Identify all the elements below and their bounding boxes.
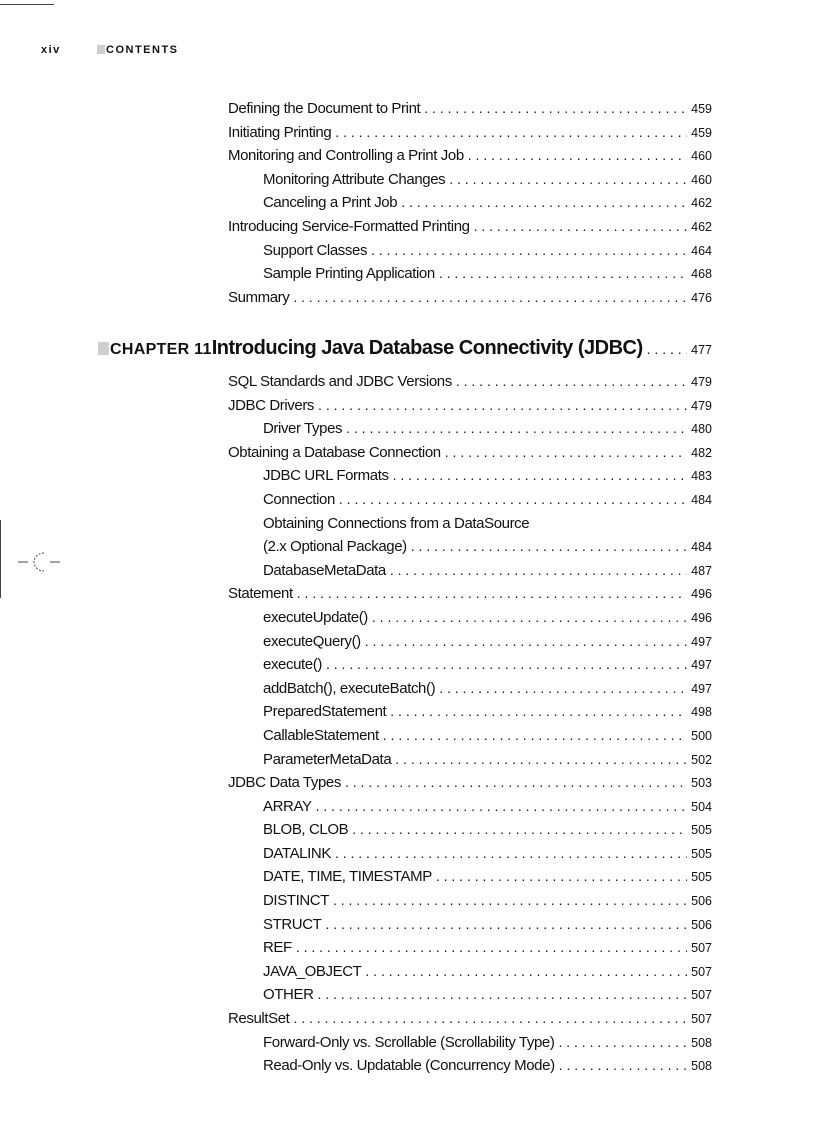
leader-dots — [297, 585, 687, 601]
toc-entry-title: Support Classes — [263, 241, 368, 259]
toc-entry-page: 500 — [691, 728, 712, 743]
toc-entry — [228, 633, 712, 657]
toc-entry-page: 479 — [691, 398, 712, 413]
toc-entry — [228, 218, 712, 242]
toc-entry — [228, 1057, 712, 1081]
toc-entry — [228, 373, 712, 397]
toc-entry-page: 460 — [691, 149, 712, 164]
toc-list-before — [228, 100, 712, 312]
toc-entry-title: Canceling a Print Job — [263, 194, 398, 212]
toc-entry-page: 507 — [691, 988, 712, 1003]
toc-entry — [228, 703, 712, 727]
toc-entry-page: 506 — [691, 917, 712, 932]
crop-mark-top — [0, 4, 54, 5]
toc-entry-title: Introducing Service-Formatted Printing — [228, 217, 470, 235]
toc-entry-page: 508 — [691, 1059, 712, 1074]
toc-entry-page: 497 — [691, 681, 712, 696]
toc-entry-title: Obtaining Connections from a DataSource — [263, 514, 530, 532]
toc-entry-page: 484 — [691, 540, 712, 555]
leader-dots — [558, 1034, 687, 1050]
toc-entry-title: ParameterMetaData — [263, 750, 392, 768]
toc-entry-title: ARRAY — [263, 797, 312, 815]
toc-entry — [228, 916, 712, 940]
toc-entry-title: Statement — [228, 585, 293, 603]
leader-dots — [436, 868, 687, 884]
toc-entry-title: DatabaseMetaData — [263, 561, 386, 579]
toc-entry — [228, 147, 712, 171]
toc-entry-title: Read-Only vs. Updatable (Concurrency Mode) — [263, 1057, 555, 1075]
toc-entry-title: PreparedStatement — [263, 703, 387, 721]
leader-dots — [318, 397, 687, 413]
toc-entry — [228, 798, 712, 822]
toc-entry-page: 483 — [691, 469, 712, 484]
toc-entry-page: 460 — [691, 172, 712, 187]
crop-mark-left — [0, 520, 1, 598]
leader-dots — [424, 100, 687, 116]
leader-dots — [318, 986, 688, 1002]
leader-dots — [559, 1057, 687, 1073]
leader-dots — [468, 147, 687, 163]
chapter-page: 477 — [691, 343, 712, 357]
toc-entry — [228, 124, 712, 148]
leader-dots — [390, 703, 687, 719]
toc-entry-title: OTHER — [263, 986, 314, 1004]
toc-entry — [228, 986, 712, 1010]
toc-entry-title: JDBC URL Formats — [263, 467, 389, 485]
toc-entry-title: JDBC Drivers — [228, 396, 315, 414]
toc-entry — [228, 680, 712, 704]
toc-entry-title-line2: (2.x Optional Package) — [263, 538, 407, 556]
toc-entry — [228, 892, 712, 916]
toc-entry — [228, 467, 712, 491]
leader-dots — [401, 194, 687, 210]
toc-entry-page: 503 — [691, 776, 712, 791]
toc-entry-page: 482 — [691, 445, 712, 460]
leader-dots — [365, 963, 687, 979]
toc-entry-title: executeUpdate() — [263, 608, 368, 626]
leader-dots — [647, 341, 688, 357]
toc-entry — [228, 751, 712, 775]
toc-entry — [228, 242, 712, 266]
toc-entry-title: Driver Types — [263, 420, 343, 438]
chapter-label-text: CHAPTER 11 — [110, 341, 212, 358]
toc-entry-page: 496 — [691, 587, 712, 602]
toc-entry-page: 505 — [691, 823, 712, 838]
toc-entry — [228, 1034, 712, 1058]
chapter-heading — [98, 337, 712, 360]
leader-dots — [333, 892, 687, 908]
toc-entry-page: 507 — [691, 941, 712, 956]
toc-entry — [228, 868, 712, 892]
toc-entry — [228, 774, 712, 798]
toc-entry-title: DATALINK — [263, 844, 331, 862]
toc-entry-title: execute() — [263, 656, 322, 674]
leader-dots — [474, 218, 688, 234]
toc-entry — [228, 265, 712, 289]
toc-entry-page: 508 — [691, 1035, 712, 1050]
registration-mark-icon — [18, 547, 64, 577]
toc-entry-title: Defining the Document to Print — [228, 100, 421, 117]
toc-entry — [228, 491, 712, 515]
toc-entry — [228, 727, 712, 751]
toc-entry-title: Sample Printing Application — [263, 265, 435, 283]
toc-entry-page: 480 — [691, 422, 712, 437]
toc-list-after — [228, 373, 712, 1081]
toc-entry-page: 479 — [691, 375, 712, 389]
toc-entry — [228, 515, 712, 539]
toc-entry-page: 504 — [691, 799, 712, 814]
leader-dots — [326, 656, 687, 672]
leader-dots — [352, 821, 687, 837]
toc-entry-page: 505 — [691, 846, 712, 861]
toc-entry-title: Forward-Only vs. Scrollable (Scrollability Type) — [263, 1033, 555, 1051]
toc-entry-title: DISTINCT — [263, 892, 329, 910]
toc-entry — [228, 845, 712, 869]
toc-entry-page: 487 — [691, 563, 712, 578]
page-number: xiv — [41, 44, 61, 56]
toc-entry-page: 459 — [691, 102, 712, 116]
toc-entry-title: ResultSet — [228, 1010, 290, 1028]
toc-entry — [228, 100, 712, 124]
leader-dots — [371, 242, 687, 258]
toc-entry-title: DATE, TIME, TIMESTAMP — [263, 868, 432, 886]
toc-entry-title: REF — [263, 939, 292, 957]
toc-entry-page: 497 — [691, 658, 712, 673]
leader-dots — [372, 609, 687, 625]
leader-dots — [296, 939, 687, 955]
gray-square-icon — [97, 45, 105, 54]
toc-entry-title: executeQuery() — [263, 632, 361, 650]
toc-entry — [228, 562, 712, 586]
leader-dots — [335, 124, 687, 140]
toc-entry-title: Monitoring Attribute Changes — [263, 170, 446, 188]
leader-dots — [445, 444, 687, 460]
toc-entry-page: 506 — [691, 894, 712, 909]
leader-dots — [345, 774, 687, 790]
leader-dots — [449, 171, 687, 187]
toc-entry-page: 462 — [691, 196, 712, 211]
running-head — [41, 44, 179, 56]
toc-entry — [228, 194, 712, 218]
leader-dots — [439, 265, 687, 281]
leader-dots — [293, 1010, 687, 1026]
toc-entry-page: 476 — [691, 290, 712, 305]
toc-entry-title: STRUCT — [263, 915, 322, 933]
leader-dots — [339, 491, 687, 507]
leader-dots — [325, 916, 687, 932]
leader-dots — [383, 727, 687, 743]
toc-entry — [228, 585, 712, 609]
toc-entry — [228, 609, 712, 633]
chapter-label — [98, 341, 212, 359]
toc-entry-title: Summary — [228, 288, 290, 306]
toc-entry-title: Monitoring and Controlling a Print Job — [228, 147, 464, 165]
chapter-title: Introducing Java Database Connectivity (JDBC) — [211, 337, 643, 359]
toc-entry-title: JAVA_OBJECT — [263, 962, 362, 980]
toc-entry-page: 497 — [691, 634, 712, 649]
toc-entry-title: Initiating Printing — [228, 123, 332, 141]
gray-square-icon — [98, 342, 109, 355]
leader-dots — [411, 538, 687, 554]
toc-entry-page: 462 — [691, 219, 712, 234]
toc-entry-title: SQL Standards and JDBC Versions — [228, 373, 452, 390]
toc-entry-title: Obtaining a Database Connection — [228, 443, 441, 461]
toc-entry-title: JDBC Data Types — [228, 774, 341, 792]
leader-dots — [456, 373, 687, 389]
toc-entry — [228, 939, 712, 963]
toc-entry-page: 468 — [691, 267, 712, 282]
toc-entry-title: BLOB, CLOB — [263, 821, 349, 839]
toc-entry-page: 498 — [691, 705, 712, 720]
leader-dots — [390, 562, 687, 578]
toc-entry — [228, 420, 712, 444]
toc-entry-page: 464 — [691, 243, 712, 258]
leader-dots — [393, 467, 688, 483]
toc-entry-page: 459 — [691, 125, 712, 140]
leader-dots — [395, 751, 687, 767]
toc-entry — [228, 444, 712, 468]
toc-entry — [228, 656, 712, 680]
toc-entry — [228, 963, 712, 987]
leader-dots — [365, 633, 687, 649]
toc-entry — [228, 821, 712, 845]
leader-dots — [316, 798, 688, 814]
toc-entry — [228, 171, 712, 195]
toc-entry-page: 502 — [691, 752, 712, 767]
leader-dots — [293, 289, 687, 305]
toc-entry-page: 496 — [691, 610, 712, 625]
toc-entry-title: Connection — [263, 490, 335, 508]
toc-entry-page: 507 — [691, 964, 712, 979]
section-title: CONTENTS — [106, 44, 179, 56]
toc-entry-continuation — [228, 538, 712, 562]
leader-dots — [335, 845, 687, 861]
toc-entry — [228, 1010, 712, 1034]
toc-entry — [228, 289, 712, 313]
toc-entry-page: 505 — [691, 870, 712, 885]
leader-dots — [346, 420, 687, 436]
toc-entry — [228, 397, 712, 421]
toc-entry-page: 484 — [691, 492, 712, 507]
toc-entry-page: 507 — [691, 1012, 712, 1027]
toc-entry-title: CallableStatement — [263, 726, 379, 744]
leader-dots — [439, 680, 687, 696]
toc-entry-title: addBatch(), executeBatch() — [263, 679, 436, 697]
